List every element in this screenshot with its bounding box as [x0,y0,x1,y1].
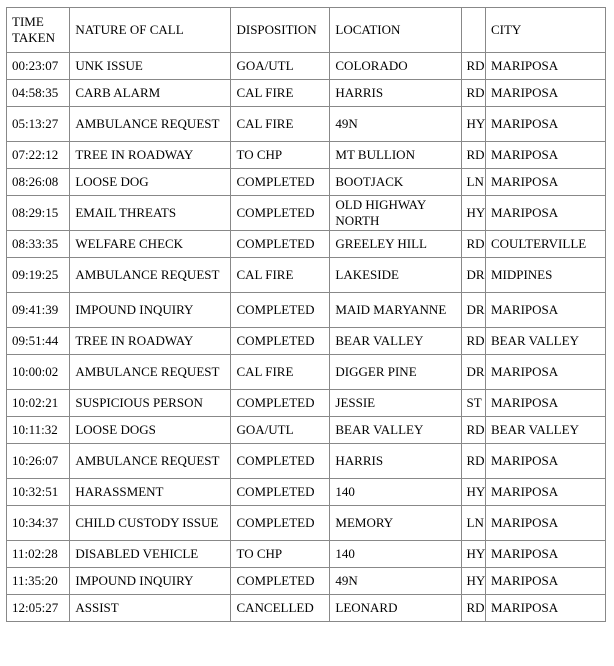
cell-location: MT BULLION [330,142,461,169]
cell-street-suffix: RD [462,595,486,622]
cell-city: MARIPOSA [486,142,606,169]
cell-location: MEMORY [330,506,461,541]
table-row [7,107,606,142]
cell-nature-of-call: LOOSE DOGS [70,417,231,444]
cell-nature-of-call: UNK ISSUE [70,53,231,80]
cell-city: MARIPOSA [486,293,606,328]
cell-disposition: COMPLETED [231,169,330,196]
cell-location: HARRIS [330,444,461,479]
cell-disposition: CAL FIRE [231,355,330,390]
table-row [7,258,606,293]
cell-nature-of-call: TREE IN ROADWAY [70,142,231,169]
cell-street-suffix: RD [462,80,486,107]
cell-nature-of-call: AMBULANCE REQUEST [70,355,231,390]
cell-time-taken: 11:35:20 [7,568,70,595]
cell-disposition: GOA/UTL [231,53,330,80]
cell-city: MARIPOSA [486,390,606,417]
cell-city: MARIPOSA [486,568,606,595]
cell-location: MAID MARYANNE [330,293,461,328]
cell-time-taken: 09:41:39 [7,293,70,328]
cell-city: BEAR VALLEY [486,328,606,355]
cell-street-suffix: HY [462,479,486,506]
cell-city: COULTERVILLE [486,231,606,258]
cell-nature-of-call: AMBULANCE REQUEST [70,107,231,142]
cell-disposition: COMPLETED [231,231,330,258]
cell-disposition: CAL FIRE [231,258,330,293]
header-row [7,8,606,53]
cell-disposition: TO CHP [231,142,330,169]
cell-disposition: CAL FIRE [231,80,330,107]
cell-time-taken: 08:29:15 [7,196,70,231]
cell-disposition: CAL FIRE [231,107,330,142]
cell-disposition: COMPLETED [231,390,330,417]
header-nature-of-call: NATURE OF CALL [70,8,231,53]
cell-city: MARIPOSA [486,444,606,479]
cell-nature-of-call: HARASSMENT [70,479,231,506]
cell-city: MIDPINES [486,258,606,293]
cell-location: BEAR VALLEY [330,417,461,444]
cell-time-taken: 10:02:21 [7,390,70,417]
cell-street-suffix: RD [462,142,486,169]
table-row [7,355,606,390]
cell-nature-of-call: ASSIST [70,595,231,622]
cell-location: 49N [330,107,461,142]
header-disposition: DISPOSITION [231,8,330,53]
cell-nature-of-call: EMAIL THREATS [70,196,231,231]
table-row [7,328,606,355]
cell-disposition: COMPLETED [231,328,330,355]
table-row [7,506,606,541]
cell-nature-of-call: IMPOUND INQUIRY [70,568,231,595]
cell-disposition: CANCELLED [231,595,330,622]
table-row [7,568,606,595]
cell-street-suffix: LN [462,169,486,196]
cell-nature-of-call: CARB ALARM [70,80,231,107]
cell-disposition: GOA/UTL [231,417,330,444]
cell-time-taken: 10:11:32 [7,417,70,444]
cell-location: BOOTJACK [330,169,461,196]
cell-location: BEAR VALLEY [330,328,461,355]
cell-location: 140 [330,541,461,568]
table-row [7,80,606,107]
cell-nature-of-call: CHILD CUSTODY ISSUE [70,506,231,541]
cell-street-suffix: DR [462,293,486,328]
cell-location: OLD HIGHWAY NORTH [330,196,461,231]
cell-street-suffix: RD [462,417,486,444]
cell-time-taken: 10:00:02 [7,355,70,390]
cell-location: LAKESIDE [330,258,461,293]
cell-street-suffix: RD [462,53,486,80]
cell-time-taken: 05:13:27 [7,107,70,142]
cell-nature-of-call: IMPOUND INQUIRY [70,293,231,328]
cell-time-taken: 09:51:44 [7,328,70,355]
header-time-taken: TIME TAKEN [7,8,70,53]
cell-street-suffix: DR [462,258,486,293]
call-log-sheet [6,7,606,622]
table-row [7,196,606,231]
cell-time-taken: 10:26:07 [7,444,70,479]
cell-time-taken: 09:19:25 [7,258,70,293]
cell-time-taken: 08:26:08 [7,169,70,196]
cell-street-suffix: HY [462,568,486,595]
cell-disposition: COMPLETED [231,293,330,328]
header-street-suffix [462,8,486,53]
cell-disposition: TO CHP [231,541,330,568]
cell-nature-of-call: AMBULANCE REQUEST [70,444,231,479]
table-row [7,231,606,258]
cell-disposition: COMPLETED [231,568,330,595]
cell-location: JESSIE [330,390,461,417]
cell-city: MARIPOSA [486,355,606,390]
cell-city: MARIPOSA [486,107,606,142]
table-row [7,169,606,196]
cell-time-taken: 12:05:27 [7,595,70,622]
header-location: LOCATION [330,8,461,53]
cell-nature-of-call: LOOSE DOG [70,169,231,196]
cell-city: MARIPOSA [486,80,606,107]
cell-city: MARIPOSA [486,479,606,506]
cell-time-taken: 10:32:51 [7,479,70,506]
cell-street-suffix: HY [462,541,486,568]
table-row [7,293,606,328]
cell-location: LEONARD [330,595,461,622]
cell-city: MARIPOSA [486,53,606,80]
table-row [7,595,606,622]
cell-time-taken: 00:23:07 [7,53,70,80]
cell-time-taken: 11:02:28 [7,541,70,568]
cell-time-taken: 08:33:35 [7,231,70,258]
cell-nature-of-call: SUSPICIOUS PERSON [70,390,231,417]
cell-city: MARIPOSA [486,595,606,622]
cell-street-suffix: LN [462,506,486,541]
cell-street-suffix: HY [462,107,486,142]
cell-street-suffix: RD [462,328,486,355]
cell-city: MARIPOSA [486,506,606,541]
table-row [7,479,606,506]
cell-street-suffix: RD [462,444,486,479]
table-row [7,53,606,80]
call-log-table [6,7,606,622]
cell-nature-of-call: WELFARE CHECK [70,231,231,258]
cell-location: COLORADO [330,53,461,80]
cell-location: 49N [330,568,461,595]
cell-street-suffix: RD [462,231,486,258]
cell-location: HARRIS [330,80,461,107]
cell-nature-of-call: TREE IN ROADWAY [70,328,231,355]
table-row [7,444,606,479]
cell-city: MARIPOSA [486,196,606,231]
header-city: CITY [486,8,606,53]
cell-location: GREELEY HILL [330,231,461,258]
cell-nature-of-call: AMBULANCE REQUEST [70,258,231,293]
cell-location: DIGGER PINE [330,355,461,390]
table-row [7,417,606,444]
cell-nature-of-call: DISABLED VEHICLE [70,541,231,568]
cell-city: MARIPOSA [486,541,606,568]
cell-disposition: COMPLETED [231,444,330,479]
cell-city: BEAR VALLEY [486,417,606,444]
cell-street-suffix: DR [462,355,486,390]
cell-disposition: COMPLETED [231,479,330,506]
cell-street-suffix: ST [462,390,486,417]
table-row [7,541,606,568]
table-row [7,390,606,417]
cell-city: MARIPOSA [486,169,606,196]
cell-location: 140 [330,479,461,506]
cell-time-taken: 10:34:37 [7,506,70,541]
cell-disposition: COMPLETED [231,506,330,541]
call-log-body [7,53,606,622]
table-row [7,142,606,169]
cell-disposition: COMPLETED [231,196,330,231]
cell-street-suffix: HY [462,196,486,231]
cell-time-taken: 07:22:12 [7,142,70,169]
cell-time-taken: 04:58:35 [7,80,70,107]
